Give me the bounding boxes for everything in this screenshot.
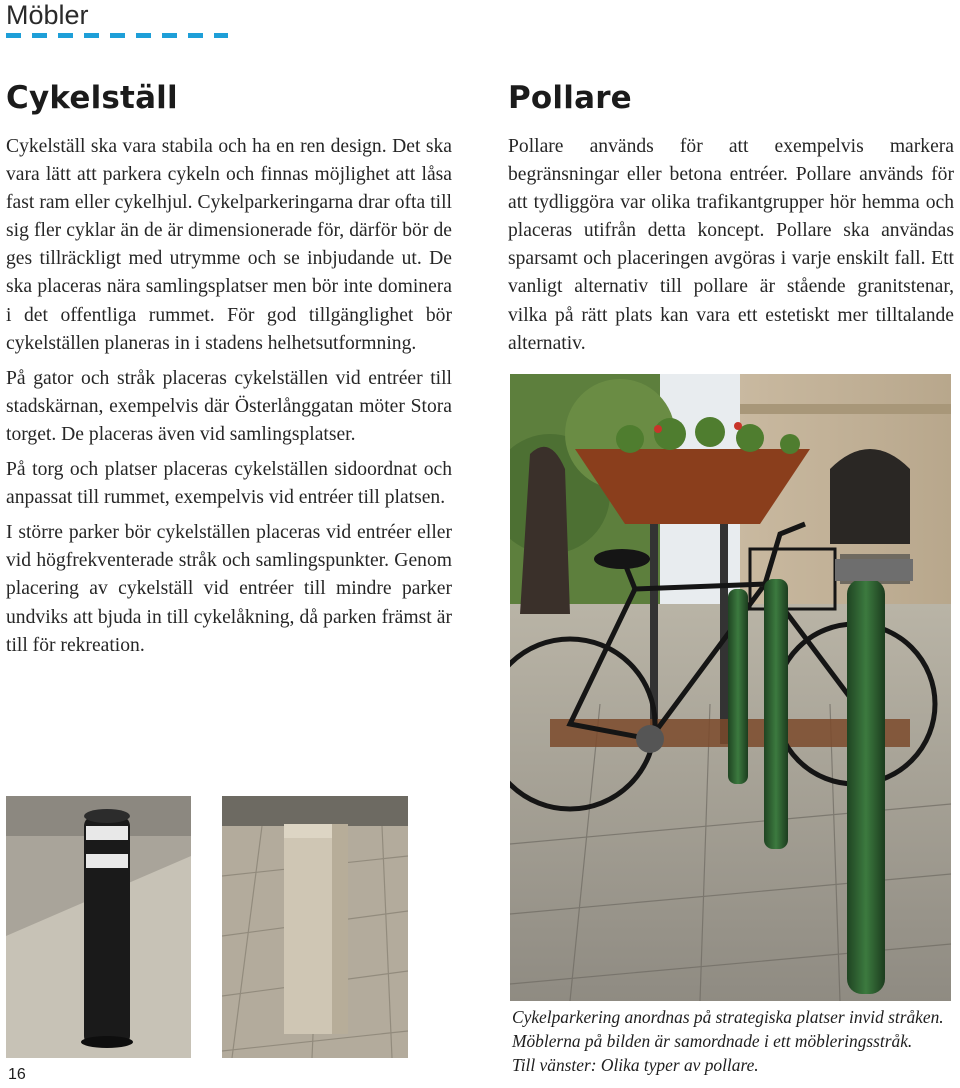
left-column-text [6, 133, 452, 667]
paragraph: Cykelställ ska vara stabila och ha en ren design. Det ska vara lätt att parkera cykeln och finnas möjlighet att låsa fast ram eller cykelhjul. Cykelparkeringarna drar ofta till sig fler cyklar än de är dimensionerade för, därför bör de ges tillräckligt med utrymme och se inbjudande ut. De ska placeras nära samlingsplatser men bör inte dominera i det offentliga rummet. För god tillgänglighet bör cykelställen planeras in i stadens helhetsutformning. [6, 136, 452, 354]
page-number: 16 [8, 1066, 26, 1083]
paragraph: På torg och platser placeras cykelställen sidoordnat och anpassat till rummet, exempelvis vid entréer till platsen. [6, 459, 452, 509]
section-label: Möbler [6, 0, 89, 30]
section-dash-rule [6, 33, 228, 38]
photo-black-bollard [6, 796, 191, 1058]
heading-pollare: Pollare [508, 80, 632, 116]
photo-bike-parking [510, 374, 951, 1001]
caption-line: Cykelparkering anordnas på strategiska platser invid stråken. [512, 1007, 944, 1027]
granite-stone-illustration [222, 796, 408, 1058]
right-column-text [508, 133, 954, 365]
black-bollard-illustration [6, 796, 191, 1058]
caption-line: Möblerna på bilden är samordnade i ett möbleringsstråk. [512, 1031, 913, 1051]
caption-line: Till vänster: Olika typer av pollare. [512, 1055, 759, 1075]
photo-granite-stone [222, 796, 408, 1058]
paragraph: I större parker bör cykelställen placeras vid entréer eller vid högfrekventerade stråk och samlingspunkter. Genom placering av cykelställ vid entréer till mindre parker undviks att bjuda in till cykelåkning, då parken främst är till för rekreation. [6, 522, 452, 656]
bike-parking-illustration [510, 374, 951, 1001]
photo-caption [512, 1005, 958, 1077]
paragraph: Pollare används för att exempelvis markera begränsningar eller betona entréer. Pollare används för att tydliggöra var olika trafikantgrupper hör hemma och placeras utifrån detta koncept. Pollare ska användas sparsamt och placeringen avgöras i varje enskilt fall. Ett vanligt alternativ till pollare är stående granitstenar, vilka på rätt plats kan vara ett estetiskt mer tilltalande alternativ. [508, 136, 954, 354]
heading-cykelstall: Cykelställ [6, 80, 178, 116]
paragraph: På gator och stråk placeras cykelställen vid entréer till stadskärnan, exempelvis där Österlånggatan möter Stora torget. De placeras även vid samlingsplatser. [6, 367, 452, 445]
